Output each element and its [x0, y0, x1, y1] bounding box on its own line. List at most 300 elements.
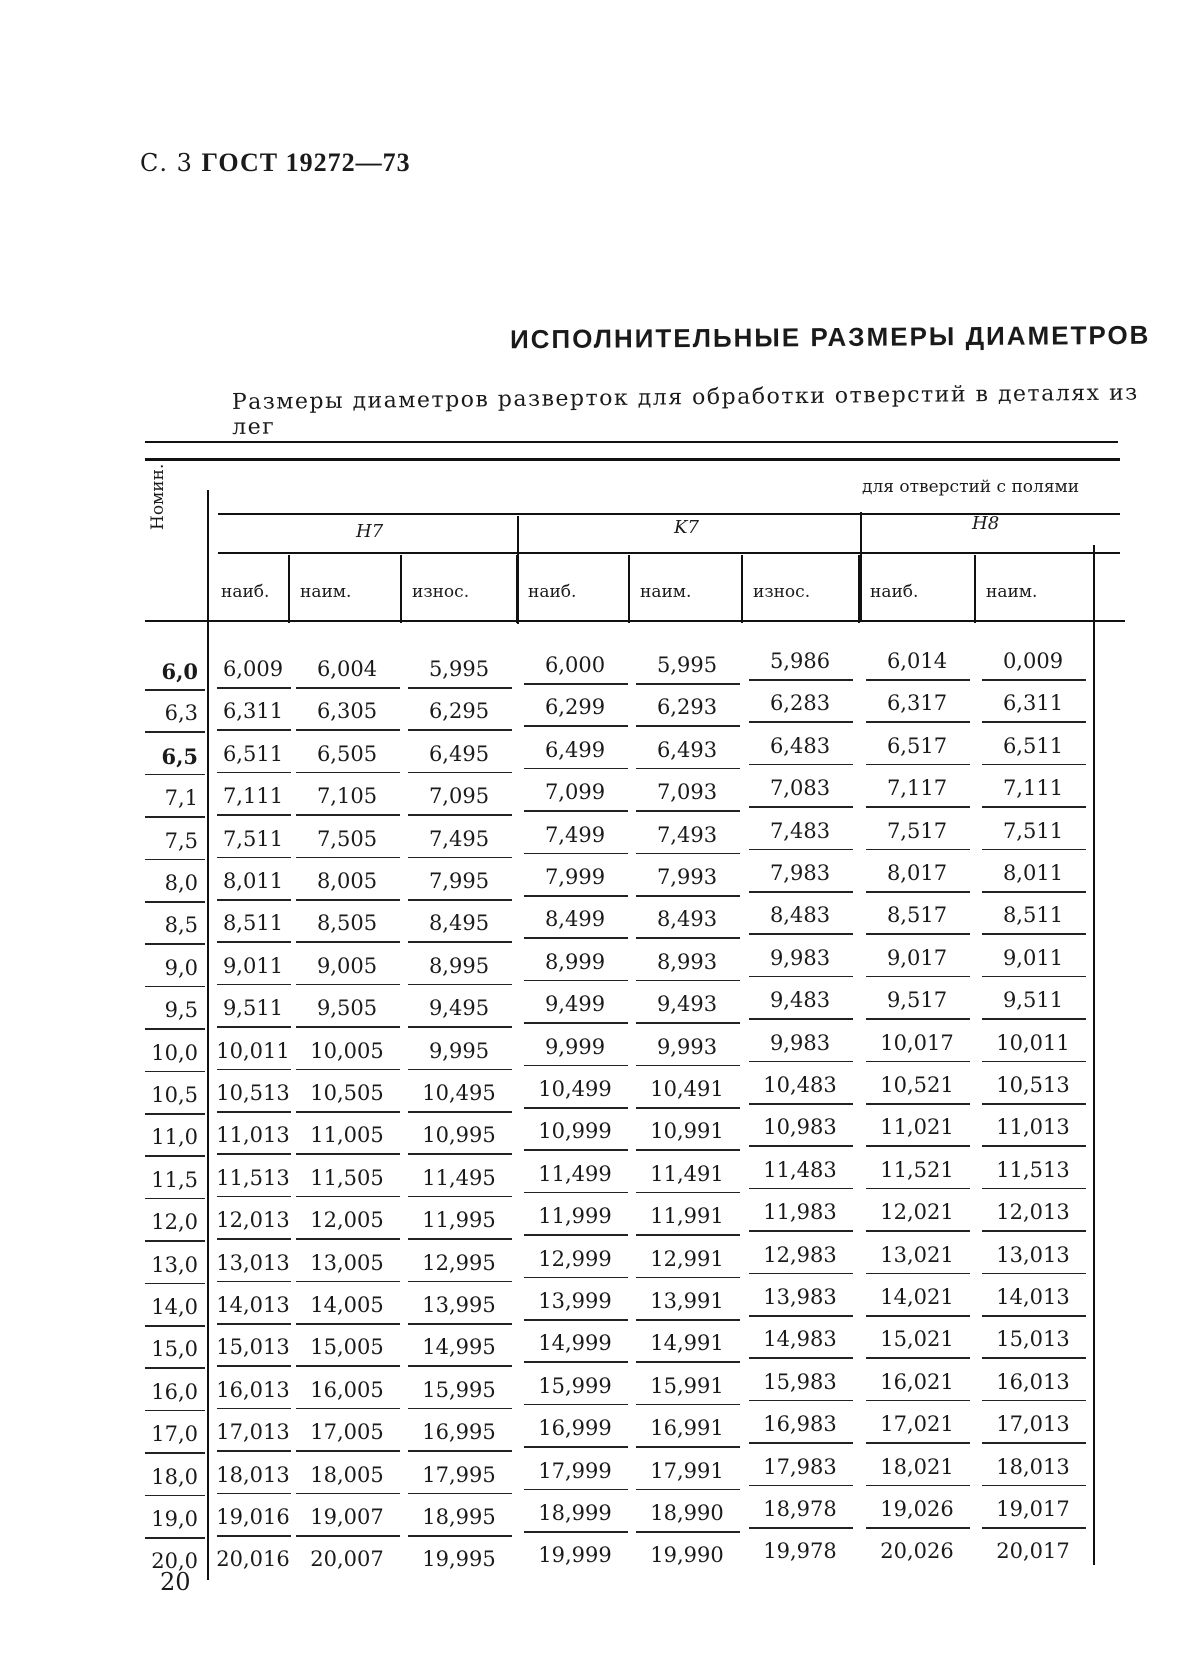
group-k7: K7 [674, 517, 699, 538]
value-cell: 9,499 [544, 992, 606, 1017]
value-cell: 8,995 [428, 953, 490, 978]
value-cell: 14,995 [422, 1335, 496, 1360]
cell-underline [749, 721, 853, 723]
value-cell: 14,991 [650, 1331, 724, 1356]
cell-underline [408, 1365, 512, 1367]
value-cell: 11,513 [996, 1157, 1070, 1182]
nom-underline [145, 816, 205, 818]
cell-underline [296, 984, 400, 986]
cell-underline [408, 1196, 512, 1198]
value-cell: 16,013 [216, 1377, 290, 1402]
value-cell: 9,011 [222, 953, 284, 978]
value-cell: 12,999 [538, 1246, 612, 1271]
cell-underline [749, 1061, 853, 1063]
nom-cell: 12,0 [151, 1210, 198, 1235]
value-cell: 13,013 [216, 1250, 290, 1275]
value-cell: 11,013 [996, 1115, 1070, 1140]
nom-cell: 10,0 [151, 1040, 198, 1065]
nom-underline [145, 1367, 205, 1369]
nom-cell: 14,0 [151, 1295, 198, 1319]
cell-underline [982, 1442, 1086, 1444]
cell-underline [296, 1069, 400, 1071]
cell-underline [296, 1493, 400, 1495]
cell-underline [866, 721, 970, 723]
value-cell: 11,499 [538, 1161, 612, 1186]
cell-underline [296, 1111, 400, 1113]
value-cell: 8,005 [316, 869, 378, 893]
cell-underline [749, 1230, 853, 1232]
value-cell: 8,511 [222, 911, 284, 936]
cell-underline [866, 679, 970, 681]
nom-underline [145, 986, 205, 988]
nom-underline [145, 1410, 205, 1412]
cell-underline [866, 891, 970, 893]
value-cell: 13,021 [880, 1242, 954, 1267]
value-cell: 14,999 [538, 1331, 612, 1356]
value-cell: 10,005 [310, 1038, 384, 1063]
cell-underline [636, 768, 740, 770]
cell-underline [408, 857, 512, 859]
value-cell: 7,517 [886, 818, 948, 843]
cell-underline [636, 853, 740, 855]
cell-underline [524, 683, 628, 685]
value-cell: 12,021 [880, 1200, 954, 1225]
cell-underline [408, 1069, 512, 1071]
value-cell: 17,005 [310, 1420, 384, 1445]
cell-underline [524, 895, 628, 897]
cell-underline [749, 976, 853, 978]
cell-underline [524, 1446, 628, 1448]
nom-underline [145, 1452, 205, 1454]
value-cell: 16,999 [538, 1416, 612, 1441]
cell-underline [524, 980, 628, 982]
nom-cell: 7,1 [164, 786, 198, 811]
value-cell: 8,993 [656, 949, 718, 974]
cell-underline [982, 721, 1086, 723]
nom-cell: 18,0 [151, 1464, 198, 1489]
value-cell: 0,009 [1002, 649, 1064, 673]
value-cell: 14,013 [216, 1293, 290, 1317]
value-cell: 5,986 [769, 649, 831, 673]
value-cell: 9,017 [886, 945, 948, 970]
value-cell: 6,311 [222, 699, 284, 724]
cell-underline [749, 1400, 853, 1402]
cell-underline [749, 849, 853, 851]
nom-underline [145, 943, 205, 945]
nom-cell: 11,0 [151, 1125, 198, 1150]
column-header: наиб. [870, 582, 919, 602]
cell-underline [217, 1365, 291, 1367]
cell-underline [866, 1357, 970, 1359]
value-cell: 7,117 [886, 776, 948, 801]
value-cell: 6,495 [428, 741, 490, 766]
group-h8: H8 [972, 513, 1000, 534]
value-cell: 17,991 [650, 1458, 724, 1483]
value-cell: 11,491 [650, 1161, 724, 1186]
value-cell: 8,511 [1002, 903, 1064, 928]
value-cell: 7,105 [316, 784, 378, 809]
cell-underline [217, 1026, 291, 1028]
value-cell: 10,011 [216, 1038, 290, 1063]
cell-underline [217, 941, 291, 943]
cell-underline [982, 764, 1086, 766]
value-cell: 11,513 [216, 1165, 290, 1190]
cell-underline [866, 1145, 970, 1147]
value-cell: 6,493 [656, 737, 718, 762]
cell-underline [982, 976, 1086, 978]
value-cell: 11,521 [880, 1157, 954, 1182]
value-cell: 8,999 [544, 949, 606, 974]
cell-underline [524, 853, 628, 855]
value-cell: 10,017 [880, 1030, 954, 1055]
value-cell: 20,026 [880, 1539, 954, 1564]
value-cell: 18,978 [763, 1497, 837, 1521]
value-cell: 18,013 [216, 1462, 290, 1487]
cell-underline [408, 1111, 512, 1113]
value-cell: 6,511 [1002, 733, 1064, 758]
value-cell: 8,017 [886, 861, 948, 885]
nom-cell: 19,0 [151, 1507, 198, 1531]
value-cell: 7,995 [428, 869, 490, 893]
cell-underline [636, 1107, 740, 1109]
value-cell: 6,317 [886, 691, 948, 716]
cell-underline [749, 1103, 853, 1105]
value-cell: 9,995 [428, 1038, 490, 1063]
column-header: наим. [986, 582, 1038, 602]
cell-underline [982, 1400, 1086, 1402]
value-cell: 19,999 [538, 1543, 612, 1568]
nom-underline [145, 1155, 205, 1157]
cell-underline [524, 725, 628, 727]
value-cell: 9,495 [428, 996, 490, 1021]
value-cell: 11,005 [310, 1123, 384, 1148]
value-cell: 9,005 [316, 953, 378, 978]
value-cell: 14,013 [996, 1285, 1070, 1309]
cell-underline [408, 1323, 512, 1325]
cell-underline [982, 679, 1086, 681]
column-header: наиб. [528, 582, 577, 602]
cell-underline [982, 1061, 1086, 1063]
cell-underline [217, 984, 291, 986]
value-cell: 15,991 [650, 1373, 724, 1398]
cell-underline [749, 1188, 853, 1190]
cell-underline [636, 1361, 740, 1363]
value-cell: 11,995 [422, 1208, 496, 1233]
cell-underline [217, 1238, 291, 1240]
cell-underline [524, 1489, 628, 1491]
cell-underline [636, 1404, 740, 1406]
cell-underline [217, 1281, 291, 1283]
value-cell: 9,505 [316, 996, 378, 1021]
value-cell: 12,013 [996, 1200, 1070, 1225]
cell-underline [217, 1408, 291, 1410]
cell-underline [217, 729, 291, 731]
value-cell: 15,013 [996, 1327, 1070, 1352]
cell-underline [296, 857, 400, 859]
cell-underline [524, 768, 628, 770]
value-cell: 17,021 [880, 1412, 954, 1437]
cell-underline [866, 1188, 970, 1190]
value-cell: 15,021 [880, 1327, 954, 1352]
cell-underline [408, 984, 512, 986]
cell-underline [217, 1323, 291, 1325]
nom-underline [145, 1283, 205, 1285]
value-cell: 16,995 [422, 1420, 496, 1445]
cell-underline [982, 891, 1086, 893]
cell-underline [749, 1527, 853, 1529]
value-cell: 7,495 [428, 826, 490, 851]
value-cell: 9,983 [769, 1030, 831, 1055]
cell-underline [524, 810, 628, 812]
cell-underline [636, 810, 740, 812]
value-cell: 16,005 [310, 1377, 384, 1402]
value-cell: 13,991 [650, 1289, 724, 1313]
value-cell: 12,983 [763, 1242, 837, 1267]
nom-underline [145, 1240, 205, 1242]
cell-underline [866, 1315, 970, 1317]
value-cell: 7,111 [222, 784, 284, 809]
nom-underline [145, 1325, 205, 1327]
value-cell: 5,995 [656, 653, 718, 677]
value-cell: 16,991 [650, 1416, 724, 1441]
value-cell: 11,013 [216, 1123, 290, 1148]
cell-underline [217, 1069, 291, 1071]
value-cell: 10,505 [310, 1081, 384, 1105]
cell-underline [217, 1196, 291, 1198]
value-cell: 19,990 [650, 1543, 724, 1568]
value-cell: 7,095 [428, 784, 490, 809]
value-cell: 14,005 [310, 1293, 384, 1317]
nom-cell: 20,0 [151, 1549, 198, 1574]
cell-underline [866, 1103, 970, 1105]
cell-underline [749, 679, 853, 681]
value-cell: 8,493 [656, 907, 718, 932]
cell-underline [217, 1535, 291, 1537]
cell-underline [217, 1493, 291, 1495]
nom-cell: 10,5 [151, 1083, 198, 1107]
nom-underline [145, 689, 205, 691]
cell-underline [749, 1442, 853, 1444]
value-cell: 15,995 [422, 1377, 496, 1402]
value-cell: 6,295 [428, 699, 490, 724]
column-header: наим. [640, 582, 692, 602]
value-cell: 18,999 [538, 1501, 612, 1525]
nom-underline [145, 901, 205, 903]
value-cell: 7,505 [316, 826, 378, 851]
cell-underline [296, 1153, 400, 1155]
value-cell: 7,511 [222, 826, 284, 851]
cell-underline [982, 1315, 1086, 1317]
cell-underline [636, 1149, 740, 1151]
value-cell: 11,983 [763, 1200, 837, 1225]
cell-underline [866, 933, 970, 935]
cell-underline [866, 764, 970, 766]
cell-underline [524, 1277, 628, 1279]
value-cell: 6,517 [886, 733, 948, 758]
cell-underline [749, 1357, 853, 1359]
value-cell: 10,491 [650, 1077, 724, 1101]
value-cell: 17,013 [216, 1420, 290, 1445]
cell-underline [982, 849, 1086, 851]
value-cell: 19,995 [422, 1547, 496, 1572]
value-cell: 17,999 [538, 1458, 612, 1483]
value-cell: 6,305 [316, 699, 378, 724]
value-cell: 14,983 [763, 1327, 837, 1352]
cell-underline [408, 1535, 512, 1537]
cell-underline [866, 1442, 970, 1444]
cell-underline [217, 899, 291, 901]
cell-underline [524, 1404, 628, 1406]
value-cell: 9,993 [656, 1034, 718, 1059]
value-cell: 10,999 [538, 1119, 612, 1144]
cell-underline [296, 687, 400, 689]
cell-underline [296, 1365, 400, 1367]
value-cell: 8,011 [1002, 861, 1064, 885]
value-cell: 11,999 [538, 1204, 612, 1229]
column-header: износ. [753, 582, 811, 602]
cell-underline [866, 1230, 970, 1232]
cell-underline [524, 1107, 628, 1109]
value-cell: 18,990 [650, 1501, 724, 1525]
value-cell: 20,017 [996, 1539, 1070, 1564]
column-header: износ. [412, 582, 470, 602]
value-cell: 7,511 [1002, 818, 1064, 843]
cell-underline [217, 814, 291, 816]
value-cell: 10,483 [763, 1073, 837, 1097]
cell-underline [982, 1145, 1086, 1147]
value-cell: 19,007 [310, 1505, 384, 1529]
nom-underline [145, 731, 205, 733]
value-cell: 7,099 [544, 780, 606, 805]
value-cell: 9,511 [222, 996, 284, 1021]
value-cell: 6,499 [544, 737, 606, 762]
value-cell: 10,499 [538, 1077, 612, 1101]
cell-underline [296, 1281, 400, 1283]
value-cell: 13,005 [310, 1250, 384, 1275]
cell-underline [982, 1188, 1086, 1190]
cell-underline [636, 1446, 740, 1448]
value-cell: 7,483 [769, 818, 831, 843]
cell-underline [296, 1450, 400, 1452]
value-cell: 10,495 [422, 1081, 496, 1105]
value-cell: 19,016 [216, 1505, 290, 1529]
cell-underline [408, 814, 512, 816]
value-cell: 19,026 [880, 1497, 954, 1521]
value-cell: 8,505 [316, 911, 378, 936]
value-cell: 16,983 [763, 1412, 837, 1437]
cell-underline [408, 687, 512, 689]
nom-underline [145, 1028, 205, 1030]
page-ref: С. 3 [140, 149, 193, 177]
cell-underline [982, 806, 1086, 808]
value-cell: 11,021 [880, 1115, 954, 1140]
cell-underline [749, 891, 853, 893]
cell-underline [866, 1527, 970, 1529]
cell-underline [636, 683, 740, 685]
value-cell: 13,999 [538, 1289, 612, 1313]
cell-underline [296, 1196, 400, 1198]
cell-underline [636, 937, 740, 939]
value-cell: 9,511 [1002, 988, 1064, 1013]
cell-underline [217, 857, 291, 859]
value-cell: 10,995 [422, 1123, 496, 1148]
nom-cell: 13,0 [151, 1252, 198, 1277]
cell-underline [524, 1022, 628, 1024]
value-cell: 10,513 [216, 1081, 290, 1105]
nom-underline [145, 774, 205, 776]
value-cell: 19,017 [996, 1497, 1070, 1521]
cell-underline [749, 1485, 853, 1487]
nom-cell: 9,0 [164, 955, 198, 980]
value-cell: 19,978 [763, 1539, 837, 1564]
value-cell: 8,517 [886, 903, 948, 928]
value-cell: 8,011 [222, 869, 284, 893]
cell-underline [636, 980, 740, 982]
nom-underline [145, 859, 205, 861]
value-cell: 17,983 [763, 1454, 837, 1479]
value-cell: 7,083 [769, 776, 831, 801]
nom-cell: 8,5 [164, 913, 198, 938]
value-cell: 6,009 [222, 657, 284, 681]
cell-underline [982, 1485, 1086, 1487]
cell-underline [217, 1153, 291, 1155]
cell-underline [636, 1192, 740, 1194]
cell-underline [408, 1153, 512, 1155]
value-cell: 9,999 [544, 1034, 606, 1059]
cell-underline [982, 1357, 1086, 1359]
value-cell: 11,495 [422, 1165, 496, 1190]
value-cell: 8,495 [428, 911, 490, 936]
cell-underline [749, 933, 853, 935]
value-cell: 10,983 [763, 1115, 837, 1140]
cell-underline [408, 1238, 512, 1240]
value-cell: 10,513 [996, 1073, 1070, 1097]
nom-cell: 15,0 [151, 1337, 198, 1362]
section-subtitle: Размеры диаметров разверток для обработки отверстий в деталях из лег [231, 380, 1139, 440]
cell-underline [866, 1400, 970, 1402]
value-cell: 7,093 [656, 780, 718, 805]
value-cell: 6,311 [1002, 691, 1064, 716]
cell-underline [296, 1323, 400, 1325]
value-cell: 6,505 [316, 741, 378, 766]
cell-underline [982, 1018, 1086, 1020]
cell-underline [296, 941, 400, 943]
cell-underline [749, 806, 853, 808]
cell-underline [982, 1527, 1086, 1529]
value-cell: 6,004 [316, 657, 378, 681]
value-cell: 6,299 [544, 695, 606, 720]
group-h7: H7 [356, 521, 384, 542]
value-cell: 6,293 [656, 695, 718, 720]
value-cell: 18,013 [996, 1454, 1070, 1479]
cell-underline [296, 1026, 400, 1028]
cell-underline [636, 1531, 740, 1533]
cell-underline [749, 1273, 853, 1275]
nom-cell: 6,5 [161, 743, 198, 769]
cell-underline [749, 1018, 853, 1020]
cell-underline [524, 1149, 628, 1151]
value-cell: 5,995 [428, 657, 490, 681]
cell-underline [524, 1065, 628, 1067]
cell-underline [749, 764, 853, 766]
cell-underline [636, 895, 740, 897]
cell-underline [866, 1485, 970, 1487]
value-cell: 6,014 [886, 649, 948, 673]
cell-underline [636, 1234, 740, 1236]
value-cell: 7,983 [769, 861, 831, 885]
nom-underline [145, 1198, 205, 1200]
cell-underline [524, 1192, 628, 1194]
